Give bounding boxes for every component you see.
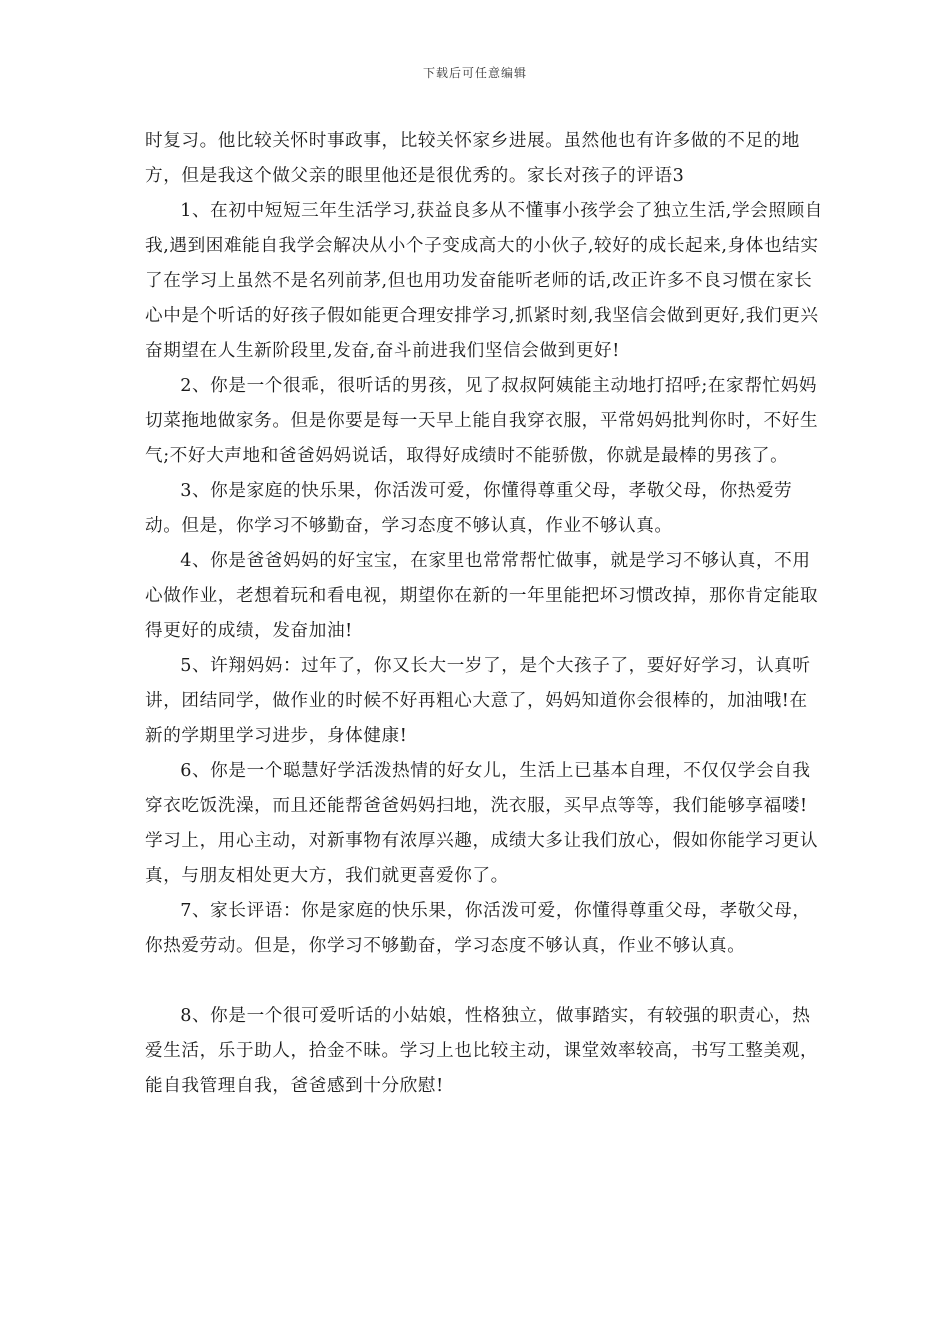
paragraph-intro: 时复习。他比较关怀时事政事，比较关怀家乡进展。虽然他也有许多做的不足的地方，但是我这个做父亲的眼里他还是很优秀的。家长对孩子的评语3 <box>145 131 800 186</box>
document-body <box>145 124 825 1104</box>
page-header: 下载后可任意编辑 <box>422 66 527 80</box>
paragraph-comment-3: 3、你是家庭的快乐果，你活泼可爱，你懂得尊重父母，孝敬父母，你热爱劳动。但是，你学习不够勤奋，学习态度不够认真，作业不够认真。 <box>145 481 793 536</box>
paragraph-comment-5: 5、许翔妈妈：过年了，你又长大一岁了，是个大孩子了，要好好学习，认真听讲，团结同学，做作业的时候不好再粗心大意了，妈妈知道你会很棒的，加油哦!在新的学期里学习进步，身体健康! <box>145 656 811 746</box>
paragraph-comment-8: 8、你是一个很可爱听话的小姑娘，性格独立，做事踏实，有较强的职责心，热爱生活，乐于助人，拾金不昧。学习上也比较主动，课堂效率较高，书写工整美观，能自我管理自我，爸爸感到十分欣慰! <box>145 1006 819 1096</box>
blank-line <box>145 964 825 999</box>
paragraph-comment-6: 6、你是一个聪慧好学活泼热情的好女儿，生活上已基本自理，不仅仅学会自我穿衣吃饭洗澡，而且还能帮爸爸妈妈扫地，洗衣服，买早点等等，我们能够享福喽!学习上，用心主动，对新事物有浓厚兴趣，成绩大多让我们放心，假如你能学习更认真，与朋友相处更大方，我们就更喜爱你了。 <box>145 761 819 886</box>
paragraph-comment-4: 4、你是爸爸妈妈的好宝宝，在家里也常常帮忙做事，就是学习不够认真，不用心做作业，老想着玩和看电视，期望你在新的一年里能把坏习惯改掉，那你肯定能取得更好的成绩，发奋加油! <box>145 551 819 641</box>
paragraph-comment-2: 2、你是一个很乖，很听话的男孩，见了叔叔阿姨能主动地打招呼;在家帮忙妈妈切菜拖地做家务。但是你要是每一天早上能自我穿衣服，平常妈妈批判你时，不好生气;不好大声地和爸爸妈妈说话，取得好成绩时不能骄傲，你就是最棒的男孩了。 <box>145 376 819 466</box>
paragraph-comment-1: 1、在初中短短三年生活学习,获益良多从不懂事小孩学会了独立生活,学会照顾自我,遇到困难能自我学会解决从小个子变成高大的小伙子,较好的成长起来,身体也结实了在学习上虽然不是名列前茅,但也用功发奋能听老师的话,改正许多不良习惯在家长心中是个听话的好孩子假如能更合理安排学习,抓紧时刻,我坚信会做到更好,我们更兴奋期望在人生新阶段里,发奋,奋斗前进我们坚信会做到更好! <box>145 201 823 361</box>
paragraph-comment-7: 7、家长评语：你是家庭的快乐果，你活泼可爱，你懂得尊重父母，孝敬父母，你热爱劳动。但是，你学习不够勤奋，学习态度不够认真，作业不够认真。 <box>145 901 811 956</box>
